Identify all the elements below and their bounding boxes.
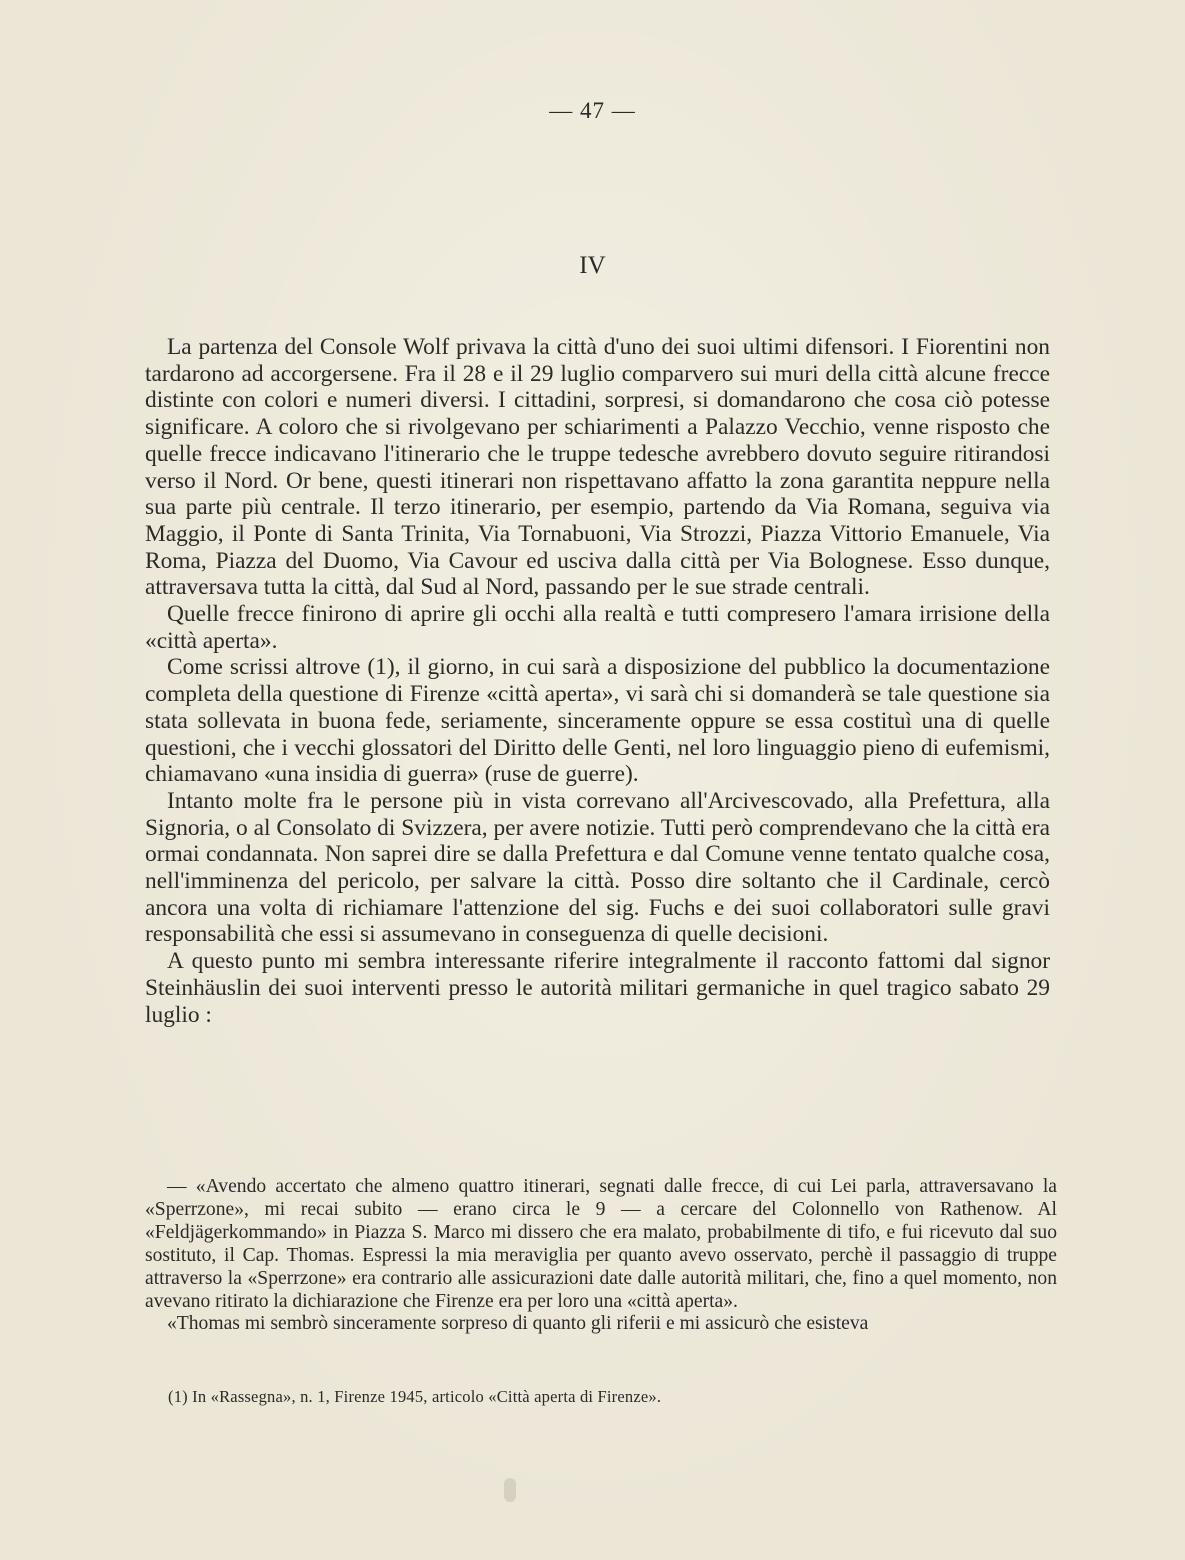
paragraph: Quelle frecce finirono di aprire gli occhi alla realtà e tutti compresero l'amara irrisione della «città aperta». bbox=[145, 601, 1050, 654]
quoted-account bbox=[145, 1176, 1057, 1336]
paragraph: Come scrissi altrove (1), il giorno, in cui sarà a disposizione del pubblico la documentazione completa della questione di Firenze «città aperta», vi sarà chi si domanderà se tale questione sia stata sollevata in buona fede, seriamente, sinceramente oppure se essa costituì una di quelle questioni, che i vecchi glossatori del Diritto delle Genti, nel loro linguaggio pieno di eufemismi, chiamavano «una insidia di guerra» (ruse de guerre). bbox=[145, 654, 1050, 788]
quote-paragraph: «Thomas mi sembrò sinceramente sorpreso di quanto gli riferii e mi assicurò che esisteva bbox=[167, 1313, 869, 1335]
paragraph: La partenza del Console Wolf privava la città d'uno dei suoi ultimi difensori. I Fiorentini non tardarono ad accorgersene. Fra il 28 e il 29 luglio comparvero sui muri della città alcune frecce distinte con colori e numeri diversi. I cittadini, sorpresi, si domandarono che cosa ciò potesse significare. A coloro che si rivolgevano per schiarimenti a Palazzo Vecchio, venne risposto che quelle frecce indicavano l'itinerario che le truppe tedesche avrebbero dovuto seguire ritirandosi verso il Nord. Or bene, questi itinerari non rispettavano affatto la zona garantita neppure nella sua parte più centrale. Il terzo itinerario, per esempio, partendo da Via Romana, seguiva via Maggio, il Ponte di Santa Trinita, Via Tornabuoni, Via Strozzi, Piazza Vittorio Emanuele, Via Roma, Piazza del Duomo, Via Cavour ed usciva dalla città per Via Bolognese. Esso dunque, attraversava tutta la città, dal Sud al Nord, passando per le sue strade centrali. bbox=[145, 334, 1050, 601]
paper-smudge bbox=[504, 1478, 516, 1502]
quote-paragraph: — «Avendo accertato che almeno quattro itinerari, segnati dalle frecce, di cui Lei parla, attraversavano la «Sperrzone», mi recai subito — erano circa le 9 — a cercare del Colonnello von Rathenow. Al «Feldjägerkommando» in Piazza S. Marco mi dissero che era malato, probabilmente di tifo, e fui ricevuto dal suo sostituto, il Cap. Thomas. Espressi la mia meraviglia per quanto avevo osservato, perchè il passaggio di truppe attraverso la «Sperrzone» era contrario alle assicurazioni date dalle autorità militari, che, fino a quel momento, non avevano ritirato la dichiarazione che Firenze era per loro una «città aperta». bbox=[145, 1176, 1057, 1312]
footnote: (1) In «Rassegna», n. 1, Firenze 1945, articolo «Città aperta di Firenze». bbox=[168, 1387, 662, 1406]
chapter-heading: IV bbox=[579, 252, 606, 279]
page-number: — 47 — bbox=[549, 98, 636, 123]
paragraph: Intanto molte fra le persone più in vista correvano all'Arcivescovado, alla Prefettura, alla Signoria, o al Consolato di Svizzera, per avere notizie. Tutti però comprendevano che la città era ormai condannata. Non saprei dire se dalla Prefettura e dal Comune venne tentato qualche cosa, nell'imminenza del pericolo, per salvare la città. Posso dire soltanto che il Cardinale, cercò ancora una volta di richiamare l'attenzione del sig. Fuchs e dei suoi collaboratori sulle gravi responsabilità che essi si assumevano in conseguenza di quelle decisioni. bbox=[145, 787, 1050, 948]
main-text bbox=[145, 334, 1050, 1028]
paragraph: A questo punto mi sembra interessante riferire integralmente il racconto fattomi dal signor Steinhäuslin dei suoi interventi presso le autorità militari germaniche in quel tragico sabato 29 luglio : bbox=[145, 948, 1050, 1028]
